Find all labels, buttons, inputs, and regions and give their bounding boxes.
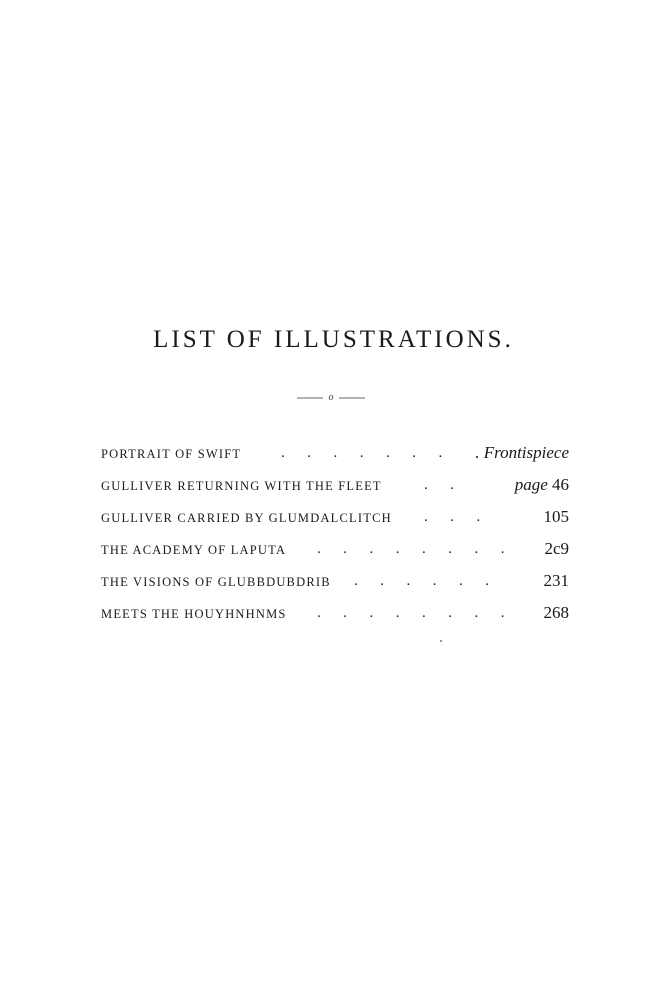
page-reference: . Frontispiece [475,443,569,462]
list-item [101,603,569,635]
divider-ornament [295,389,367,405]
illustration-title: THE VISIONS OF GLUBBDUBDRIB [101,575,331,589]
list-item [101,571,569,603]
page-reference [515,475,569,495]
page-number: 105 [543,507,569,526]
illustration-title: MEETS THE HOUYHNHNMS [101,607,287,621]
page-number: 46 [552,475,569,494]
list-item [101,507,569,539]
list-item [101,539,569,571]
page-number: 231 [543,571,569,590]
dot-leader: . . . . . . [354,573,489,589]
illustration-title: GULLIVER RETURNING WITH THE FLEET [101,479,382,493]
divider-ornament-glyph: o [328,392,334,403]
illustration-title: GULLIVER CARRIED BY GLUMDALCLITCH [101,511,392,525]
dot-leader: . . . . . . . . [317,541,505,557]
list-item [101,443,569,475]
dot-leader: . . . . . . . [281,445,443,461]
list-item [101,475,569,507]
page-number: 2c9 [544,539,569,558]
page-title: LIST OF ILLUSTRATIONS. [153,326,514,353]
page-prefix: page [514,475,548,494]
illustration-title: PORTRAIT OF SWIFT [101,447,242,461]
dot-leader: . . . . . . . . [317,605,505,621]
page-number: 268 [543,603,569,622]
paper-speck [440,640,442,642]
illustration-title: THE ACADEMY OF LAPUTA [101,543,287,557]
dot-leader: . . . [424,509,481,525]
illustration-list [101,443,569,635]
dot-leader: . . [424,477,454,493]
